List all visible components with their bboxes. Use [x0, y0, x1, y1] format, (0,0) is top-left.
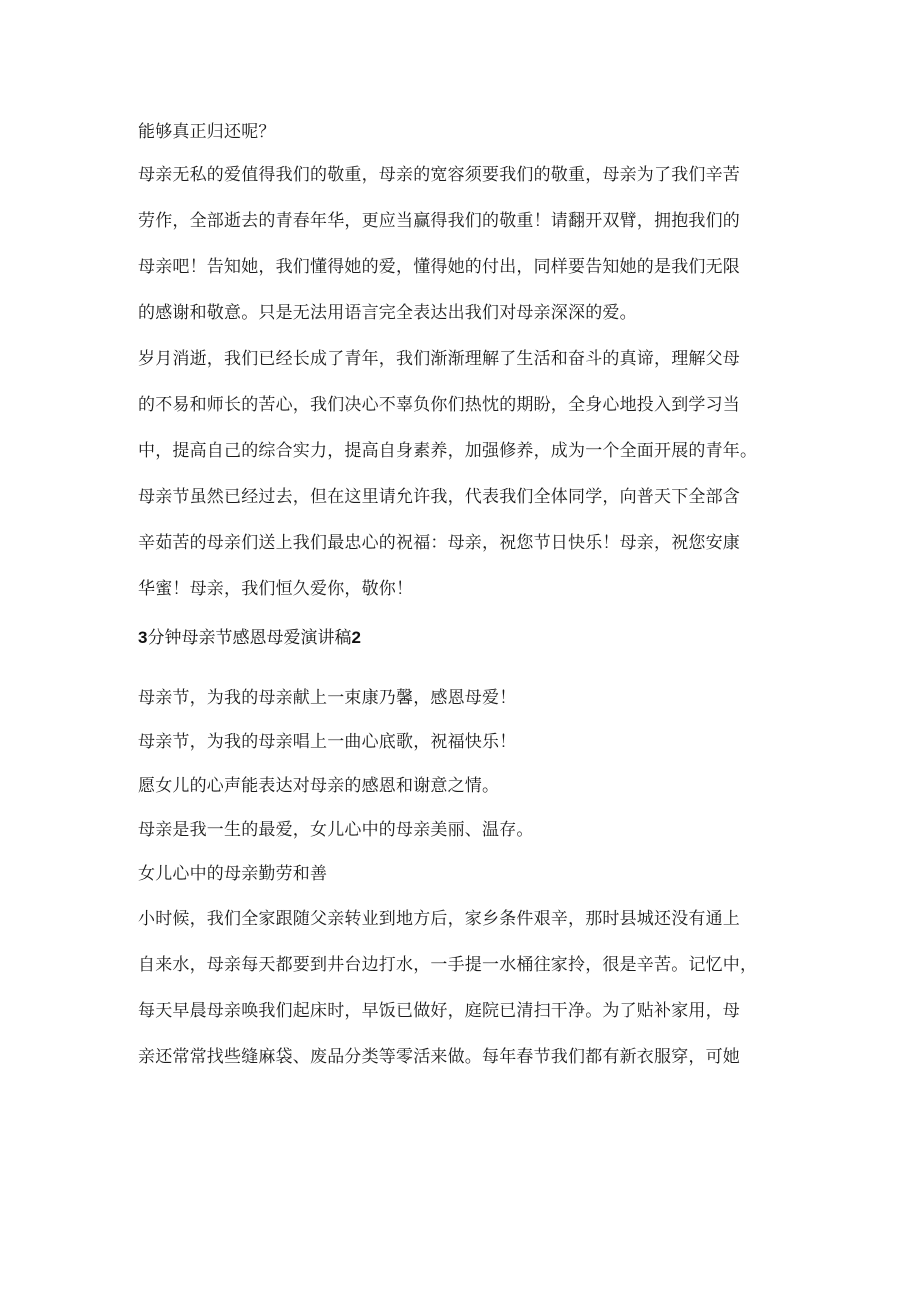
- text-line: 愿女儿的心声能表达对母亲的感恩和谢意之情。: [138, 776, 500, 796]
- heading-number: 3: [138, 628, 148, 647]
- paragraph: [138, 896, 798, 1080]
- text-line: 母亲节，为我的母亲献上一束康乃馨，感恩母爱！: [138, 688, 517, 708]
- document-body: [138, 112, 798, 1080]
- text-line: 华蜜！母亲，我们恒久爱你，敬你！: [138, 579, 414, 599]
- text-line: 的不易和师长的苦心，我们决心不辜负你们热忱的期盼，全身心地投入到学习当: [138, 395, 740, 415]
- text-line: 亲还常常找些缝麻袋、废品分类等零活来做。每年春节我们都有新衣服穿，可她: [138, 1047, 740, 1067]
- paragraph: [138, 474, 798, 612]
- paragraph: [138, 152, 798, 336]
- heading-suffix: 2: [351, 628, 361, 647]
- text-line: 中，提高自己的综合实力，提高自身素养，加强修养，成为一个全面开展的青年。: [138, 441, 758, 461]
- text-line: 女儿心中的母亲勤劳和善: [138, 864, 328, 884]
- paragraph: [138, 336, 798, 474]
- text-line: 辛茹苦的母亲们送上我们最忠心的祝福：母亲，祝您节日快乐！母亲，祝您安康: [138, 533, 740, 553]
- text-line: 母亲节，为我的母亲唱上一曲心底歌，祝福快乐！: [138, 732, 517, 752]
- text-line: 小时候，我们全家跟随父亲转业到地方后，家乡条件艰辛，那时县城还没有通上: [138, 909, 740, 929]
- heading-text: 分钟母亲节感恩母爱演讲稿: [147, 628, 352, 648]
- text-line: 能够真正归还呢？: [138, 122, 276, 142]
- section-heading: [138, 618, 798, 658]
- text-line: 母亲无私的爱值得我们的敬重，母亲的宽容须要我们的敬重，母亲为了我们辛苦: [138, 165, 740, 185]
- text-line: 劳作，全部逝去的青春年华，更应当赢得我们的敬重！请翻开双臂，拥抱我们的: [138, 211, 740, 231]
- text-line: 的感谢和敬意。只是无法用语言完全表达出我们对母亲深深的爱。: [138, 303, 637, 323]
- text-line: 岁月消逝，我们已经长成了青年，我们渐渐理解了生活和奋斗的真谛，理解父母: [138, 349, 740, 369]
- text-line: 母亲节虽然已经过去，但在这里请允许我，代表我们全体同学，向普天下全部含: [138, 487, 740, 507]
- text-line: 母亲吧！告知她，我们懂得她的爱，懂得她的付出，同样要告知她的是我们无限: [138, 257, 740, 277]
- text-line: 母亲是我一生的最爱，女儿心中的母亲美丽、温存。: [138, 820, 534, 840]
- short-lines: [138, 676, 798, 896]
- text-line: 自来水，母亲每天都要到井台边打水，一手提一水桶往家拎，很是辛苦。记忆中，: [138, 955, 758, 975]
- text-line: 每天早晨母亲唤我们起床时，早饭已做好，庭院已清扫干净。为了贴补家用，母: [138, 1001, 740, 1021]
